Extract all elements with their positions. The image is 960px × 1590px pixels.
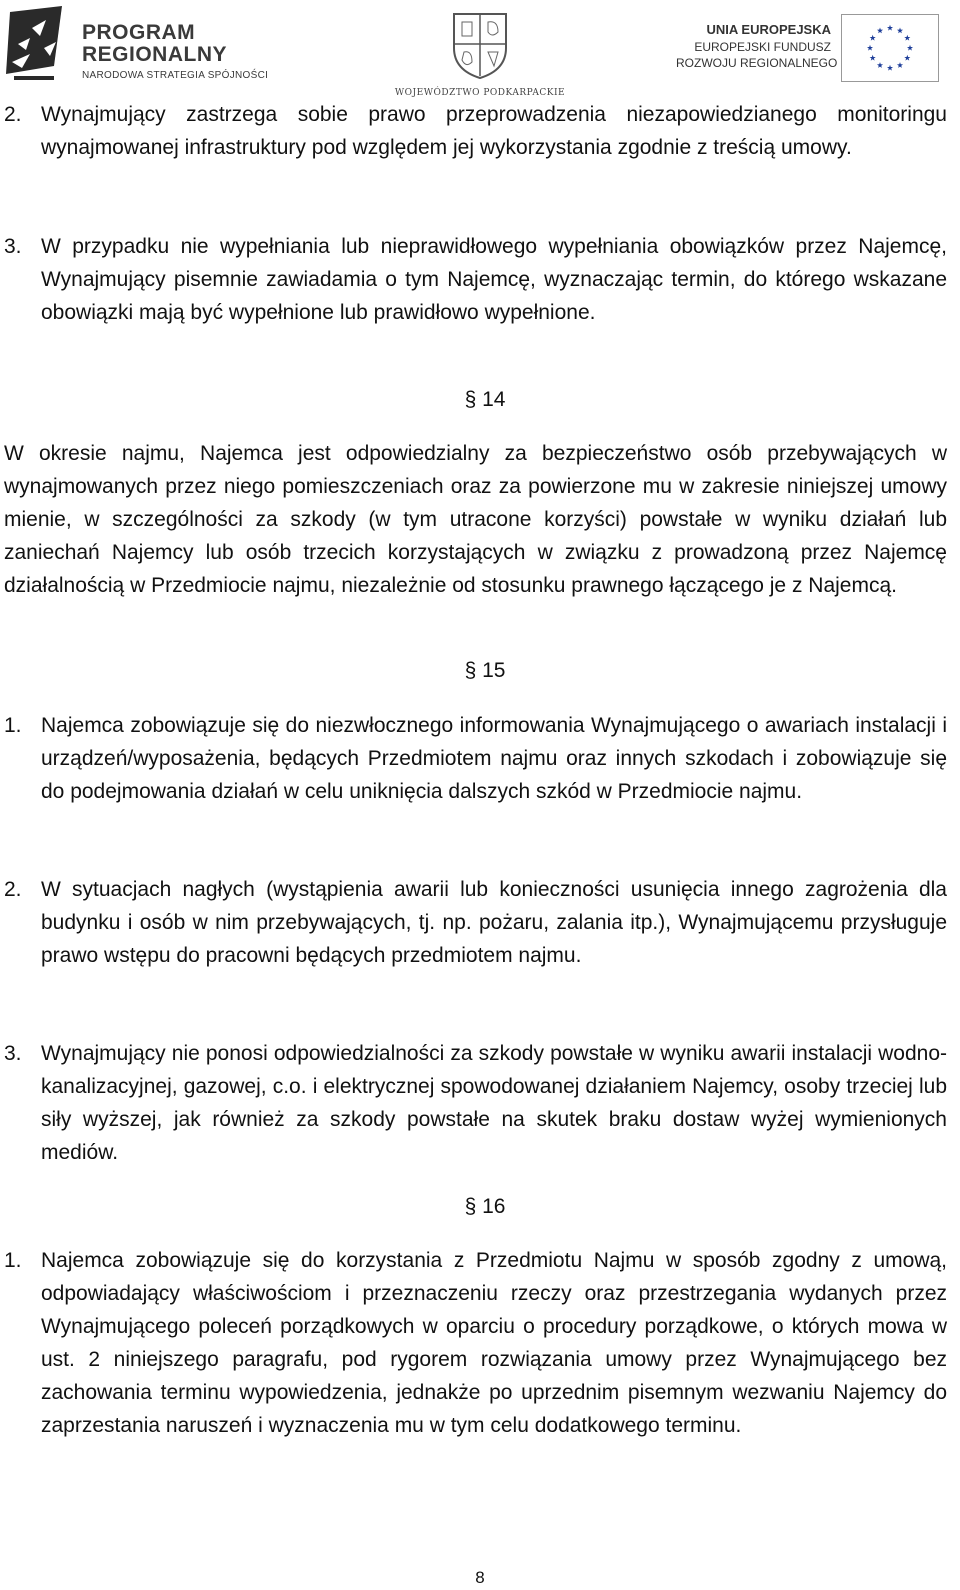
paragraph [41,873,947,972]
page-number: 8 [475,1568,485,1587]
eu-line1: UNIA EUROPEJSKA [706,22,831,37]
paragraph [41,709,947,808]
paragraph [41,98,947,164]
eu-logo [676,14,956,84]
paragraph [4,437,947,602]
paragraph [41,1244,947,1442]
paragraph-text: W okresie najmu, Najemca jest odpowiedzialny za bezpieczeństwo osób przebywających w wynajmowanych przez niego pomieszczeniach oraz za powierzone mu w zakresie niniejszej umowy mienie, w szczególności za szkody (w tym utracone korzyści) powstałe w wyniku działań lub zaniechań Najemcy lub osób trzecich korzystających w związku z prowadzoną przez Najemcę działalnością w Przedmiocie najmu, niezależnie od stosunku prawnego łączącego je z Najemcą. [4,442,947,597]
item-number: 3. [4,1042,22,1065]
voivodeship-caption: WOJEWÓDZTWO PODKARPACKIE [394,88,566,98]
item-number: 1. [4,714,22,737]
paragraph [41,1037,947,1169]
program-line2: REGIONALNY [82,43,228,66]
section-heading: § 15 [464,659,506,682]
paragraph-text: Najemca zobowiązuje się do korzystania z Przedmiotu Najmu w sposób zgodny z umową, odpowiadający właściwościom i przeznaczeniu rzeczy oraz przestrzegania wydanych przez Wynajmującego poleceń porządkowych w oparciu o procedury porządkowe, o których mowa w ust. 2 niniejszego paragrafu, pod rygorem rozwiązania umowy przez Wynajmującego bez zachowania terminu wypowiedzenia, jednakże po uprzednim pisemnym wezwaniu Najemcy do zaprzestania naruszeń i wyznaczenia mu w tym celu dodatkowego terminu. [41,1249,947,1437]
paragraph-text: Wynajmujący nie ponosi odpowiedzialności za szkody powstałe w wyniku awarii instalacji wodno-kanalizacyjnej, gazowej, c.o. i elektrycznej spowodowanej działaniem Najemcy, osoby trzeciej lub siły wyższej, jak również za szkody powstałe na skutek braku dostaw wyżej wymienionych mediów. [41,1042,947,1164]
paragraph [41,230,947,329]
program-logo-icon [4,4,74,82]
item-number: 3. [4,235,22,258]
program-line1: PROGRAM [82,21,196,44]
eu-line2: EUROPEJSKI FUNDUSZ [694,40,831,54]
paragraph-text: Wynajmujący zastrzega sobie prawo przeprowadzenia niezapowiedzianego monitoringu wynajmowanej infrastruktury pod względem jej wykorzystania zgodnie z treścią umowy. [41,103,947,159]
program-line3: NARODOWA STRATEGIA SPÓJNOŚCI [82,70,269,81]
section-heading: § 14 [464,388,506,411]
item-number: 2. [4,878,22,901]
item-number: 2. [4,103,22,126]
page-header [0,0,960,100]
podkarpackie-crest [390,10,570,100]
coat-of-arms-icon [450,10,510,80]
eu-flag-icon [841,14,939,82]
item-number: 1. [4,1249,22,1272]
section-heading: § 16 [464,1195,506,1218]
program-regionalny-logo [4,4,274,82]
paragraph-text: W sytuacjach nagłych (wystąpienia awarii lub konieczności usunięcia innego zagrożenia dla budynku i osób w nim przebywających, tj. np. pożaru, zalania itp.), Wynajmującemu przysługuje prawo wstępu do pracowni będących przedmiotem najmu. [41,878,947,967]
eu-line3: ROZWOJU REGIONALNEGO [676,56,838,70]
paragraph-text: Najemca zobowiązuje się do niezwłocznego informowania Wynajmującego o awariach instalacji i urządzeń/wyposażenia, będących Przedmiotem najmu oraz innych szkodach i zobowiązuje się do podejmowania działań w celu uniknięcia dalszych szkód w Przedmiocie najmu. [41,714,947,803]
paragraph-text: W przypadku nie wypełniania lub nieprawidłowego wypełniania obowiązków przez Najemcę, Wynajmujący pisemnie zawiadamia o tym Najemcę, wyznaczając termin, do którego wskazane obowiązki mają być wypełnione lub prawidłowo wypełnione. [41,235,947,324]
